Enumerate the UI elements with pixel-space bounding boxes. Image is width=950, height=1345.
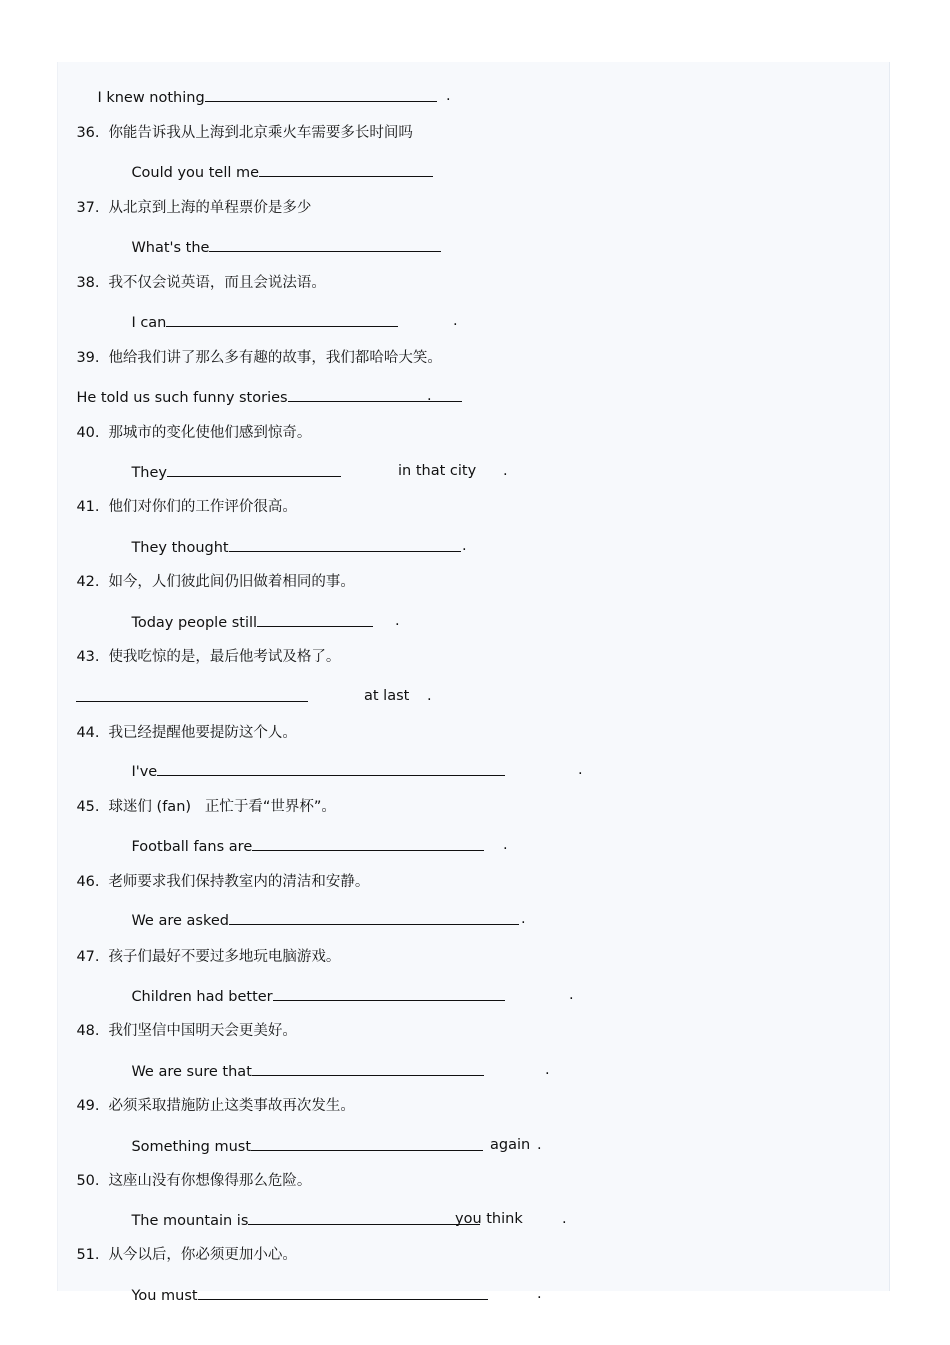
answer-blank[interactable] <box>229 537 461 552</box>
answer-blank[interactable] <box>288 387 462 402</box>
question-text: 从今以后，你必须更加小心。 <box>108 1247 297 1263</box>
question-number: 45. <box>76 799 100 815</box>
answer-prefix: Today people still <box>131 615 258 631</box>
answer-suffix: you think <box>455 1211 523 1227</box>
question-number: 46. <box>76 874 100 890</box>
sentence-end: . <box>427 688 432 704</box>
question-text: 他给我们讲了那么多有趣的故事，我们都哈哈大笑。 <box>108 350 442 366</box>
question-number: 49. <box>76 1098 100 1114</box>
question-number: 41. <box>76 499 100 515</box>
answer-prefix: Football fans are <box>131 839 253 855</box>
sentence-end: . <box>537 1137 542 1153</box>
answer-blank[interactable] <box>76 687 308 702</box>
answer-blank[interactable] <box>248 1210 480 1225</box>
answer-prefix: I've <box>131 764 158 780</box>
question-text: 我不仅会说英语，而且会说法语。 <box>108 275 326 291</box>
answer-blank[interactable] <box>157 761 505 776</box>
question-number: 38. <box>76 275 100 291</box>
question-text: 老师要求我们保持教室内的清洁和安静。 <box>108 874 370 890</box>
sentence-end: . <box>427 388 432 404</box>
answer-blank[interactable] <box>205 87 437 102</box>
answer-blank[interactable] <box>209 237 441 252</box>
answer-blank[interactable] <box>257 612 373 627</box>
question-number: 40. <box>76 425 100 441</box>
question-text: 必须采取措施防止这类事故再次发生。 <box>108 1098 355 1114</box>
question-number: 37. <box>76 200 100 216</box>
question-text: 那城市的变化使他们感到惊奇。 <box>108 425 312 441</box>
question-text: 从北京到上海的单程票价是多少 <box>108 200 312 216</box>
question-text: 我已经提醒他要提防这个人。 <box>108 725 297 741</box>
answer-blank[interactable] <box>252 836 484 851</box>
sentence-end: . <box>545 1062 550 1078</box>
answer-prefix: I can <box>131 315 167 331</box>
question-number: 44. <box>76 725 100 741</box>
question-number: 51. <box>76 1247 100 1263</box>
question-number: 47. <box>76 949 100 965</box>
question-text: 他们对你们的工作评价很高。 <box>108 499 297 515</box>
sentence-end: . <box>462 538 467 554</box>
answer-blank[interactable] <box>251 1136 483 1151</box>
answer-suffix: again <box>490 1137 531 1153</box>
sentence-end: . <box>569 987 574 1003</box>
question-text: 球迷们 (fan) 正忙于看“世界杯”。 <box>108 799 336 815</box>
question-text: 使我吃惊的是，最后他考试及格了。 <box>108 649 341 665</box>
answer-prefix: He told us such funny stories <box>76 390 288 406</box>
answer-prefix: Something must <box>131 1139 252 1155</box>
answer-prefix: They <box>131 465 167 481</box>
question-number: 42. <box>76 574 100 590</box>
sentence-end: . <box>537 1286 542 1302</box>
sentence-end: . <box>453 313 458 329</box>
question-number: 43. <box>76 649 100 665</box>
answer-blank[interactable] <box>259 162 433 177</box>
answer-prefix: We are sure that <box>131 1064 252 1080</box>
answer-prefix: I knew nothing <box>97 90 205 106</box>
sentence-end: . <box>521 911 526 927</box>
sentence-end: . <box>446 88 451 104</box>
question-text: 这座山没有你想像得那么危险。 <box>108 1173 312 1189</box>
answer-prefix: They thought <box>131 540 229 556</box>
sentence-end: . <box>503 837 508 853</box>
answer-blank[interactable] <box>273 986 505 1001</box>
sentence-end: . <box>395 613 400 629</box>
sentence-end: . <box>562 1211 567 1227</box>
question-number: 36. <box>76 125 100 141</box>
question-text: 你能告诉我从上海到北京乘火车需要多长时间吗 <box>108 125 413 141</box>
question-text: 我们坚信中国明天会更美好。 <box>108 1023 297 1039</box>
answer-blank[interactable] <box>198 1285 488 1300</box>
question-text: 如今，人们彼此间仍旧做着相同的事。 <box>108 574 355 590</box>
answer-prefix: We are asked <box>131 913 229 929</box>
sentence-end: . <box>578 762 583 778</box>
answer-blank[interactable] <box>229 910 519 925</box>
question-text: 孩子们最好不要过多地玩电脑游戏。 <box>108 949 341 965</box>
answer-suffix: at last <box>364 688 410 704</box>
question-number: 50. <box>76 1173 100 1189</box>
answer-prefix: What's the <box>131 240 210 256</box>
answer-suffix: in that city <box>398 463 477 479</box>
sentence-end: . <box>503 463 508 479</box>
document-page <box>57 62 890 1304</box>
answer-prefix: The mountain is <box>131 1213 249 1229</box>
answer-blank[interactable] <box>252 1061 484 1076</box>
answer-prefix: Children had better <box>131 989 273 1005</box>
answer-blank[interactable] <box>166 312 398 327</box>
question-number: 39. <box>76 350 100 366</box>
answer-prefix: Could you tell me <box>131 165 260 181</box>
question-number: 48. <box>76 1023 100 1039</box>
answer-line <box>113 1267 542 1323</box>
answer-blank[interactable] <box>167 462 341 477</box>
answer-prefix: You must <box>131 1288 198 1304</box>
